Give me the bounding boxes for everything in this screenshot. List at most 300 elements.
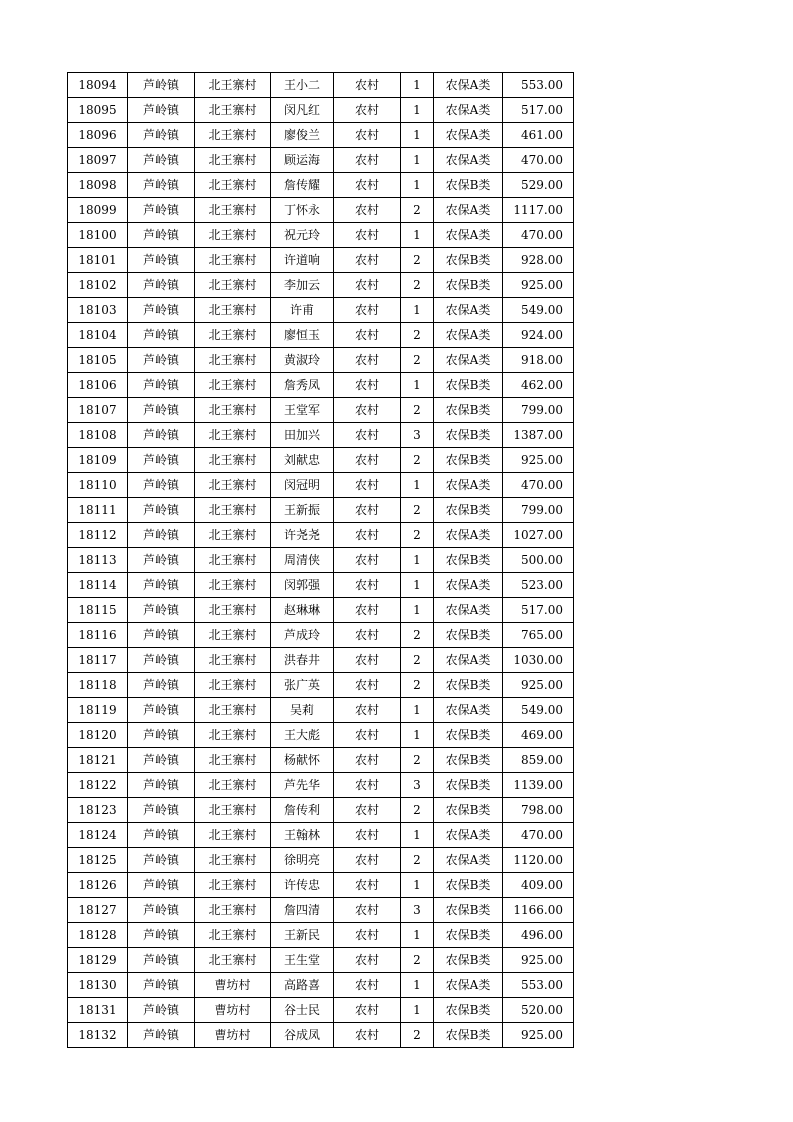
member-count-cell: 1 [401,698,434,723]
amount-cell: 462.00 [503,373,574,398]
household-type-cell: 农村 [334,148,401,173]
person-name-cell: 许甫 [271,298,334,323]
village-cell: 北王寨村 [195,473,271,498]
amount-cell: 798.00 [503,798,574,823]
table-row [68,98,574,123]
member-count-cell: 1 [401,148,434,173]
category-cell: 农保A类 [434,148,503,173]
amount-cell: 500.00 [503,548,574,573]
member-count-cell: 2 [401,673,434,698]
member-count-cell: 1 [401,923,434,948]
village-cell: 曹坊村 [195,1023,271,1048]
table-row [68,723,574,748]
category-cell: 农保B类 [434,1023,503,1048]
category-cell: 农保A类 [434,823,503,848]
category-cell: 农保B类 [434,548,503,573]
person-name-cell: 周清侠 [271,548,334,573]
town-cell: 芦岭镇 [128,898,195,923]
record-id-cell: 18115 [68,598,128,623]
household-type-cell: 农村 [334,923,401,948]
member-count-cell: 3 [401,773,434,798]
town-cell: 芦岭镇 [128,623,195,648]
town-cell: 芦岭镇 [128,498,195,523]
amount-cell: 925.00 [503,1023,574,1048]
household-type-cell: 农村 [334,273,401,298]
amount-cell: 520.00 [503,998,574,1023]
amount-cell: 799.00 [503,398,574,423]
village-cell: 北王寨村 [195,498,271,523]
amount-cell: 1117.00 [503,198,574,223]
village-cell: 北王寨村 [195,298,271,323]
record-id-cell: 18125 [68,848,128,873]
category-cell: 农保A类 [434,848,503,873]
person-name-cell: 王小二 [271,73,334,98]
member-count-cell: 2 [401,273,434,298]
village-cell: 北王寨村 [195,323,271,348]
amount-cell: 859.00 [503,748,574,773]
record-id-cell: 18122 [68,773,128,798]
category-cell: 农保A类 [434,123,503,148]
member-count-cell: 2 [401,648,434,673]
record-id-cell: 18103 [68,298,128,323]
amount-cell: 799.00 [503,498,574,523]
table-row [68,273,574,298]
table-row [68,198,574,223]
household-type-cell: 农村 [334,123,401,148]
data-table [67,72,574,1048]
record-id-cell: 18104 [68,323,128,348]
household-type-cell: 农村 [334,698,401,723]
amount-cell: 925.00 [503,673,574,698]
category-cell: 农保A类 [434,348,503,373]
village-cell: 北王寨村 [195,848,271,873]
amount-cell: 549.00 [503,698,574,723]
member-count-cell: 3 [401,423,434,448]
village-cell: 曹坊村 [195,973,271,998]
person-name-cell: 詹秀凤 [271,373,334,398]
household-type-cell: 农村 [334,623,401,648]
person-name-cell: 徐明亮 [271,848,334,873]
town-cell: 芦岭镇 [128,848,195,873]
person-name-cell: 高路喜 [271,973,334,998]
amount-cell: 409.00 [503,873,574,898]
amount-cell: 1166.00 [503,898,574,923]
member-count-cell: 2 [401,798,434,823]
category-cell: 农保B类 [434,173,503,198]
town-cell: 芦岭镇 [128,223,195,248]
town-cell: 芦岭镇 [128,648,195,673]
member-count-cell: 3 [401,898,434,923]
town-cell: 芦岭镇 [128,773,195,798]
person-name-cell: 王堂军 [271,398,334,423]
record-id-cell: 18124 [68,823,128,848]
table-row [68,323,574,348]
person-name-cell: 李加云 [271,273,334,298]
member-count-cell: 2 [401,248,434,273]
table-row [68,148,574,173]
person-name-cell: 王大彪 [271,723,334,748]
amount-cell: 517.00 [503,98,574,123]
category-cell: 农保A类 [434,73,503,98]
person-name-cell: 詹传利 [271,798,334,823]
town-cell: 芦岭镇 [128,273,195,298]
person-name-cell: 谷成凤 [271,1023,334,1048]
village-cell: 北王寨村 [195,773,271,798]
record-id-cell: 18106 [68,373,128,398]
village-cell: 北王寨村 [195,548,271,573]
amount-cell: 469.00 [503,723,574,748]
record-id-cell: 18114 [68,573,128,598]
town-cell: 芦岭镇 [128,823,195,848]
amount-cell: 1139.00 [503,773,574,798]
household-type-cell: 农村 [334,773,401,798]
town-cell: 芦岭镇 [128,573,195,598]
village-cell: 北王寨村 [195,948,271,973]
town-cell: 芦岭镇 [128,448,195,473]
amount-cell: 553.00 [503,73,574,98]
household-type-cell: 农村 [334,98,401,123]
household-type-cell: 农村 [334,848,401,873]
household-type-cell: 农村 [334,798,401,823]
household-type-cell: 农村 [334,748,401,773]
household-type-cell: 农村 [334,448,401,473]
person-name-cell: 詹四清 [271,898,334,923]
household-type-cell: 农村 [334,673,401,698]
member-count-cell: 2 [401,848,434,873]
table-row [68,73,574,98]
member-count-cell: 1 [401,173,434,198]
village-cell: 北王寨村 [195,598,271,623]
category-cell: 农保B类 [434,873,503,898]
record-id-cell: 18118 [68,673,128,698]
town-cell: 芦岭镇 [128,323,195,348]
town-cell: 芦岭镇 [128,298,195,323]
table-row [68,748,574,773]
household-type-cell: 农村 [334,573,401,598]
amount-cell: 523.00 [503,573,574,598]
village-cell: 北王寨村 [195,273,271,298]
record-id-cell: 18100 [68,223,128,248]
record-id-cell: 18113 [68,548,128,573]
category-cell: 农保A类 [434,648,503,673]
town-cell: 芦岭镇 [128,1023,195,1048]
category-cell: 农保A类 [434,323,503,348]
village-cell: 北王寨村 [195,623,271,648]
household-type-cell: 农村 [334,823,401,848]
table-row [68,548,574,573]
member-count-cell: 1 [401,723,434,748]
amount-cell: 925.00 [503,448,574,473]
record-id-cell: 18128 [68,923,128,948]
table-row [68,998,574,1023]
household-type-cell: 农村 [334,498,401,523]
household-type-cell: 农村 [334,973,401,998]
member-count-cell: 2 [401,323,434,348]
village-cell: 北王寨村 [195,173,271,198]
member-count-cell: 1 [401,873,434,898]
town-cell: 芦岭镇 [128,973,195,998]
town-cell: 芦岭镇 [128,148,195,173]
member-count-cell: 1 [401,598,434,623]
village-cell: 北王寨村 [195,223,271,248]
record-id-cell: 18094 [68,73,128,98]
record-id-cell: 18117 [68,648,128,673]
table-row [68,573,574,598]
member-count-cell: 1 [401,823,434,848]
amount-cell: 529.00 [503,173,574,198]
member-count-cell: 1 [401,298,434,323]
amount-cell: 918.00 [503,348,574,373]
table-row [68,473,574,498]
person-name-cell: 许道响 [271,248,334,273]
member-count-cell: 1 [401,123,434,148]
town-cell: 芦岭镇 [128,198,195,223]
town-cell: 芦岭镇 [128,398,195,423]
record-id-cell: 18132 [68,1023,128,1048]
category-cell: 农保B类 [434,373,503,398]
person-name-cell: 闵凡红 [271,98,334,123]
amount-cell: 461.00 [503,123,574,148]
person-name-cell: 田加兴 [271,423,334,448]
person-name-cell: 王新振 [271,498,334,523]
category-cell: 农保A类 [434,698,503,723]
record-id-cell: 18119 [68,698,128,723]
village-cell: 北王寨村 [195,398,271,423]
record-id-cell: 18098 [68,173,128,198]
member-count-cell: 2 [401,1023,434,1048]
table-row [68,1023,574,1048]
category-cell: 农保B类 [434,748,503,773]
village-cell: 北王寨村 [195,448,271,473]
member-count-cell: 1 [401,98,434,123]
amount-cell: 765.00 [503,623,574,648]
category-cell: 农保B类 [434,448,503,473]
record-id-cell: 18126 [68,873,128,898]
category-cell: 农保A类 [434,223,503,248]
category-cell: 农保A类 [434,573,503,598]
household-type-cell: 农村 [334,298,401,323]
record-id-cell: 18111 [68,498,128,523]
table-row [68,673,574,698]
village-cell: 北王寨村 [195,798,271,823]
table-row [68,898,574,923]
member-count-cell: 2 [401,948,434,973]
table-row [68,848,574,873]
category-cell: 农保B类 [434,998,503,1023]
table-row [68,448,574,473]
category-cell: 农保B类 [434,923,503,948]
village-cell: 北王寨村 [195,748,271,773]
village-cell: 北王寨村 [195,673,271,698]
town-cell: 芦岭镇 [128,798,195,823]
table-row [68,373,574,398]
village-cell: 北王寨村 [195,248,271,273]
amount-cell: 470.00 [503,148,574,173]
town-cell: 芦岭镇 [128,373,195,398]
village-cell: 北王寨村 [195,98,271,123]
member-count-cell: 2 [401,523,434,548]
household-type-cell: 农村 [334,998,401,1023]
village-cell: 北王寨村 [195,698,271,723]
category-cell: 农保B类 [434,623,503,648]
member-count-cell: 1 [401,548,434,573]
record-id-cell: 18127 [68,898,128,923]
category-cell: 农保B类 [434,773,503,798]
household-type-cell: 农村 [334,198,401,223]
household-type-cell: 农村 [334,423,401,448]
village-cell: 北王寨村 [195,198,271,223]
amount-cell: 1030.00 [503,648,574,673]
record-id-cell: 18107 [68,398,128,423]
amount-cell: 517.00 [503,598,574,623]
category-cell: 农保B类 [434,898,503,923]
household-type-cell: 农村 [334,398,401,423]
household-type-cell: 农村 [334,323,401,348]
category-cell: 农保A类 [434,473,503,498]
member-count-cell: 2 [401,748,434,773]
household-type-cell: 农村 [334,173,401,198]
category-cell: 农保A类 [434,98,503,123]
person-name-cell: 祝元玲 [271,223,334,248]
table-row [68,123,574,148]
village-cell: 北王寨村 [195,348,271,373]
town-cell: 芦岭镇 [128,598,195,623]
amount-cell: 470.00 [503,823,574,848]
amount-cell: 925.00 [503,948,574,973]
village-cell: 北王寨村 [195,373,271,398]
table-row [68,873,574,898]
table-row [68,973,574,998]
record-id-cell: 18109 [68,448,128,473]
person-name-cell: 芦成玲 [271,623,334,648]
village-cell: 北王寨村 [195,148,271,173]
village-cell: 北王寨村 [195,73,271,98]
person-name-cell: 张广英 [271,673,334,698]
category-cell: 农保A类 [434,523,503,548]
household-type-cell: 农村 [334,348,401,373]
table-row [68,298,574,323]
village-cell: 北王寨村 [195,123,271,148]
category-cell: 农保B类 [434,423,503,448]
table-row [68,173,574,198]
record-id-cell: 18108 [68,423,128,448]
village-cell: 北王寨村 [195,648,271,673]
household-type-cell: 农村 [334,223,401,248]
amount-cell: 470.00 [503,223,574,248]
table-row [68,773,574,798]
amount-cell: 496.00 [503,923,574,948]
category-cell: 农保B类 [434,798,503,823]
amount-cell: 1120.00 [503,848,574,873]
record-id-cell: 18101 [68,248,128,273]
village-cell: 北王寨村 [195,823,271,848]
table-row [68,523,574,548]
category-cell: 农保B类 [434,498,503,523]
member-count-cell: 1 [401,573,434,598]
household-type-cell: 农村 [334,723,401,748]
person-name-cell: 顾运海 [271,148,334,173]
table-row [68,798,574,823]
household-type-cell: 农村 [334,948,401,973]
table-row [68,223,574,248]
member-count-cell: 2 [401,448,434,473]
person-name-cell: 芦先华 [271,773,334,798]
record-id-cell: 18110 [68,473,128,498]
person-name-cell: 洪春井 [271,648,334,673]
record-id-cell: 18120 [68,723,128,748]
person-name-cell: 闵冠明 [271,473,334,498]
member-count-cell: 1 [401,473,434,498]
person-name-cell: 黄淑玲 [271,348,334,373]
table-row [68,623,574,648]
person-name-cell: 吴莉 [271,698,334,723]
amount-cell: 470.00 [503,473,574,498]
village-cell: 北王寨村 [195,723,271,748]
table-row [68,248,574,273]
member-count-cell: 2 [401,498,434,523]
town-cell: 芦岭镇 [128,873,195,898]
village-cell: 北王寨村 [195,423,271,448]
town-cell: 芦岭镇 [128,698,195,723]
record-id-cell: 18102 [68,273,128,298]
table-row [68,698,574,723]
town-cell: 芦岭镇 [128,523,195,548]
member-count-cell: 2 [401,623,434,648]
household-type-cell: 农村 [334,898,401,923]
village-cell: 北王寨村 [195,898,271,923]
record-id-cell: 18105 [68,348,128,373]
record-id-cell: 18112 [68,523,128,548]
town-cell: 芦岭镇 [128,723,195,748]
category-cell: 农保A类 [434,973,503,998]
person-name-cell: 许传忠 [271,873,334,898]
village-cell: 北王寨村 [195,523,271,548]
village-cell: 北王寨村 [195,923,271,948]
town-cell: 芦岭镇 [128,423,195,448]
person-name-cell: 王生堂 [271,948,334,973]
record-id-cell: 18099 [68,198,128,223]
category-cell: 农保B类 [434,398,503,423]
member-count-cell: 1 [401,998,434,1023]
household-type-cell: 农村 [334,73,401,98]
person-name-cell: 詹传耀 [271,173,334,198]
person-name-cell: 赵琳琳 [271,598,334,623]
record-id-cell: 18096 [68,123,128,148]
amount-cell: 925.00 [503,273,574,298]
amount-cell: 1387.00 [503,423,574,448]
record-id-cell: 18130 [68,973,128,998]
person-name-cell: 刘献忠 [271,448,334,473]
person-name-cell: 闵郭强 [271,573,334,598]
town-cell: 芦岭镇 [128,998,195,1023]
table-row [68,598,574,623]
household-type-cell: 农村 [334,248,401,273]
person-name-cell: 杨献怀 [271,748,334,773]
village-cell: 北王寨村 [195,573,271,598]
member-count-cell: 2 [401,348,434,373]
category-cell: 农保B类 [434,248,503,273]
table-row [68,948,574,973]
town-cell: 芦岭镇 [128,473,195,498]
town-cell: 芦岭镇 [128,548,195,573]
household-type-cell: 农村 [334,648,401,673]
record-id-cell: 18097 [68,148,128,173]
town-cell: 芦岭镇 [128,948,195,973]
person-name-cell: 许尧尧 [271,523,334,548]
table-row [68,423,574,448]
table-row [68,823,574,848]
table-row [68,498,574,523]
